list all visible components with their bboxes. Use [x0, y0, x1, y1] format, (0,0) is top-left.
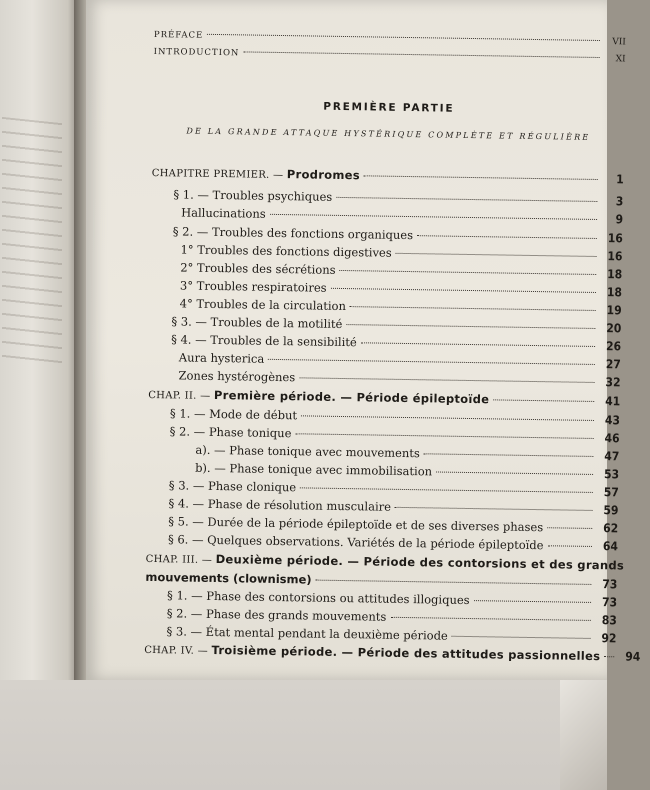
- dot-leader: [452, 635, 591, 639]
- chapter-title: Première période. — Période épileptoïde: [213, 387, 490, 407]
- toc-label: mouvements (clownisme): [145, 569, 312, 587]
- toc-chapter-prefix: [152, 165, 360, 182]
- toc-label: b). — Phase tonique avec immobilisation: [195, 460, 433, 479]
- toc-label: § 2. — Troubles des fonctions organiques: [172, 224, 414, 243]
- background-surface: [0, 680, 607, 790]
- dot-leader: [436, 470, 593, 474]
- toc-page-number: XI: [615, 54, 626, 65]
- toc-label: INTRODUCTION: [153, 46, 240, 59]
- toc-page-number: 18: [606, 285, 623, 300]
- dot-leader: [474, 599, 591, 603]
- toc-label: PRÉFACE: [153, 30, 204, 41]
- toc-row-chapter: [152, 165, 624, 186]
- toc-page-number: VII: [612, 37, 626, 48]
- toc-page-number: 53: [603, 467, 620, 482]
- toc-label: § 1. — Mode de début: [169, 406, 298, 423]
- dot-leader: [361, 341, 595, 347]
- chapter-title: Deuxième période. — Période des contorsions et des grands: [215, 552, 625, 573]
- toc-page-number: 73: [601, 595, 618, 610]
- toc-page-number: 94: [625, 649, 641, 664]
- toc-page-number: 43: [604, 413, 621, 428]
- toc-page-number: 16: [607, 231, 623, 246]
- dot-leader: [316, 579, 592, 585]
- toc-page-number: 20: [606, 321, 622, 336]
- toc-page-number: 59: [603, 503, 619, 518]
- dot-leader: [243, 50, 599, 58]
- toc-page-number: 27: [605, 357, 621, 372]
- part-subtitle: DE LA GRANDE ATTAQUE HYSTÉRIQUE COMPLÈTE ET RÉGULIÈRE: [186, 126, 591, 142]
- toc-row: [146, 532, 618, 553]
- toc-page-number: 73: [602, 577, 618, 592]
- toc-row: [151, 205, 623, 226]
- chapter-prefix: CHAP. II. —: [148, 389, 211, 402]
- toc-label: § 3. — Phase clonique: [168, 478, 297, 495]
- toc-label: § 3. — Troubles de la motilité: [171, 314, 343, 331]
- toc-label: Hallucinations: [181, 205, 266, 221]
- dot-leader: [390, 616, 591, 621]
- dot-leader: [396, 252, 597, 257]
- toc-page-number: 57: [603, 485, 619, 500]
- chapter-title: Prodromes: [286, 167, 361, 183]
- dot-leader: [336, 196, 597, 202]
- dot-leader: [270, 213, 597, 220]
- toc-row-introduction: [154, 47, 626, 64]
- toc-label: § 2. — Phase tonique: [169, 424, 292, 441]
- toc-page-number: 83: [601, 613, 617, 628]
- dot-leader: [493, 398, 594, 402]
- toc-label: 4° Troubles de la circulation: [179, 296, 347, 314]
- toc-label: § 6. — Quelques observations. Variétés de la période épileptoïde: [167, 532, 544, 553]
- dot-leader: [300, 486, 593, 493]
- toc-label: § 4. — Troubles de la sensibilité: [171, 332, 357, 350]
- dot-leader: [295, 432, 593, 439]
- toc-label: 3° Troubles respiratoires: [179, 278, 327, 295]
- toc-label: § 5. — Durée de la période épileptoïde et de ses diverses phases: [168, 514, 544, 535]
- dot-leader: [268, 358, 595, 365]
- dot-leader: [548, 544, 592, 547]
- toc-chapter-prefix: [146, 551, 625, 573]
- toc-page-number: 62: [603, 521, 619, 536]
- dot-leader: [604, 655, 614, 657]
- dot-leader: [207, 33, 600, 41]
- toc-row-chapter: [148, 387, 620, 408]
- chapter-prefix: CHAP. III. —: [145, 553, 213, 566]
- toc-page-number: 64: [602, 539, 619, 554]
- toc-page-number: 16: [607, 249, 623, 264]
- toc-label: § 1. — Phase des contorsions ou attitudes illogiques: [167, 588, 470, 608]
- chapter-prefix: CHAPITRE PREMIER. —: [151, 167, 284, 182]
- toc-label: § 4. — Phase de résolution musculaire: [168, 496, 392, 514]
- book-page: [86, 0, 641, 680]
- dot-leader: [346, 323, 595, 329]
- toc-label: 1° Troubles des fonctions digestives: [180, 242, 392, 260]
- toc-row: [148, 368, 620, 389]
- toc-page-number: 19: [606, 303, 622, 318]
- toc-row-chapter: [145, 551, 625, 573]
- toc-page-number: 9: [615, 212, 624, 227]
- toc-row-preface: [154, 30, 626, 47]
- toc-page-number: 47: [604, 449, 620, 464]
- toc-label: § 1. — Troubles psychiques: [173, 187, 333, 204]
- toc-label: § 2. — Phase des grands mouvements: [166, 606, 387, 624]
- toc-label: Zones hystérogènes: [178, 368, 296, 385]
- dot-leader: [395, 506, 593, 511]
- dot-leader: [331, 287, 596, 293]
- toc-page-number: 18: [607, 267, 623, 282]
- toc-page-number: 1: [616, 172, 624, 187]
- toc-label: § 3. — État mental pendant la deuxième période: [166, 624, 448, 643]
- table-of-contents: [144, 30, 641, 664]
- dot-leader: [424, 452, 594, 457]
- chapter-prefix: CHAP. IV. —: [144, 644, 209, 657]
- part-title: PREMIÈRE PARTIE: [323, 100, 455, 115]
- dot-leader: [350, 305, 596, 311]
- toc-chapter-prefix: [144, 642, 600, 663]
- dot-leader: [364, 174, 598, 180]
- toc-page-number: 46: [604, 431, 620, 446]
- toc-page-number: 32: [605, 375, 621, 390]
- left-page-text-bleed: [2, 117, 62, 373]
- toc-chapter-prefix: [148, 387, 489, 406]
- dot-leader: [417, 234, 597, 239]
- chapter-title: Troisième période. — Période des attitudes passionnelles: [211, 642, 601, 664]
- dot-leader: [299, 376, 594, 383]
- dot-leader: [301, 414, 594, 421]
- toc-page-number: 92: [601, 631, 617, 646]
- page-corner: [560, 680, 607, 790]
- toc-page-number: 26: [605, 339, 622, 354]
- toc-label: 2° Troubles des sécrétions: [180, 260, 336, 277]
- toc-page-number: 3: [615, 194, 624, 209]
- toc-page-number: 41: [605, 394, 621, 409]
- dot-leader: [340, 269, 597, 275]
- toc-label: a). — Phase tonique avec mouvements: [195, 442, 420, 461]
- toc-row-chapter: [144, 642, 641, 664]
- dot-leader: [547, 526, 592, 529]
- left-facing-page: [0, 0, 80, 790]
- toc-label: Aura hysterica: [178, 350, 265, 366]
